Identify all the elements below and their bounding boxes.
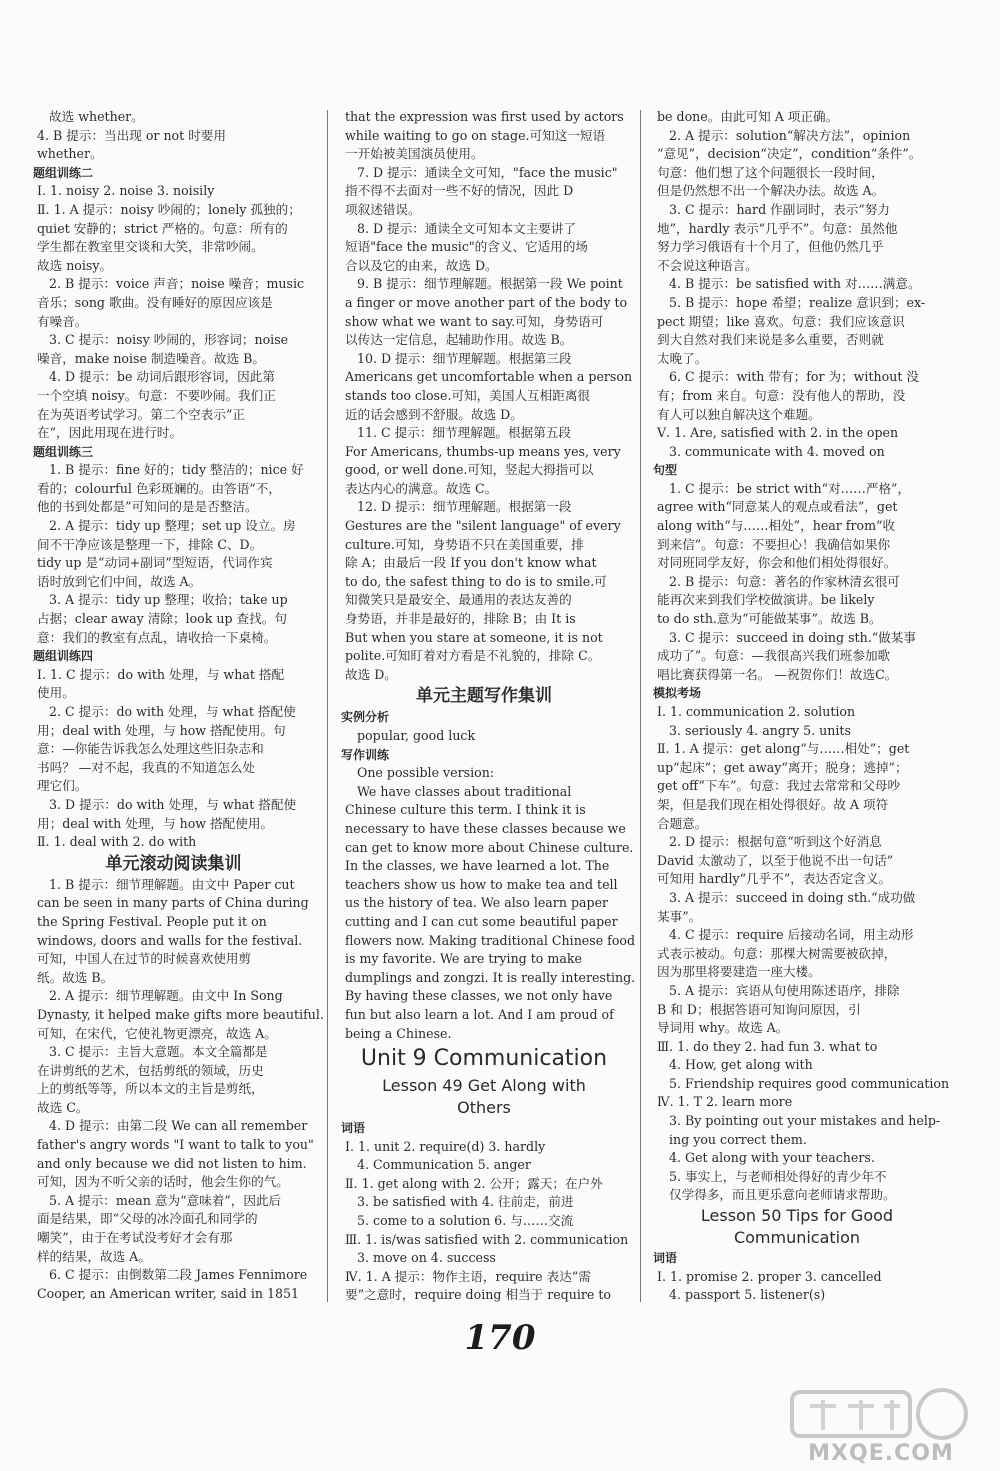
text-line: 能再次来到我们学校做演讲。be likely (657, 592, 875, 608)
text-line: 成功了”。句意：—我很高兴我们班参加歌 (657, 648, 891, 664)
text-line: Ⅱ. 1. deal with 2. do with (37, 834, 197, 850)
text-line: 某事”。 (657, 908, 702, 924)
text-line: 导词用 why。故选 A。 (657, 1020, 789, 1036)
text-line: 2. A 提示：solution“解决方法”，opinion (669, 127, 911, 143)
text-line: 3. C 提示：hard 作副词时，表示“努力 (669, 201, 890, 217)
text-line: while waiting to go on stage.可知这一短语 (345, 127, 606, 143)
text-line: is my favorite. We are trying to make (345, 951, 582, 967)
text-line: 4. passport 5. listener(s) (669, 1287, 826, 1303)
section-heading: 单元滚动阅读集训 (105, 853, 242, 874)
text-line: 合以及它的由来，故选 D。 (345, 257, 498, 273)
text-line: 短语"face the music"的含义、它适用的场 (345, 239, 589, 255)
answer-seal-icon (786, 1384, 976, 1442)
text-line: Ⅱ. 1. A 提示：noisy 吵闹的；lonely 孤独的； (37, 201, 301, 217)
section-heading: 题组训练二 (33, 165, 94, 180)
text-line: 可知用 hardly“几乎不”，表达否定含义。 (657, 871, 892, 887)
text-line: 2. A 提示：tidy up 整理；set up 设立。房 (49, 518, 296, 534)
text-line: 5. A 提示：宾语从句使用陈述语序，排除 (669, 982, 900, 998)
section-heading: 词语 (653, 1251, 678, 1266)
text-line: 3. communicate with 4. moved on (669, 443, 885, 459)
text-line: tidy up 是“动词+副词”型短语，代词作宾 (37, 555, 273, 571)
text-line: 语时放到它们中间，故选 A。 (37, 573, 202, 589)
text-line: flowers now. Making traditional Chinese food (345, 932, 636, 948)
text-line: 4. How, get along with (669, 1057, 813, 1073)
text-line: 故选 C。 (37, 1099, 89, 1115)
text-line: that the expression was first used by actors (345, 109, 624, 124)
text-line: 可知，中国人在过节的时候喜欢使用剪 (37, 951, 252, 967)
text-line: 2. D 提示：根据句意“听到这个好消息 (669, 834, 882, 850)
text-line: 4. Communication 5. anger (357, 1157, 531, 1173)
text-line: 唱比赛获得第一名。 —祝贺你们！故选C。 (657, 666, 898, 682)
text-line: be done。由此可知 A 项正确。 (657, 109, 839, 124)
text-line: 3. C 提示：noisy 吵闹的，形容词；noise (49, 332, 289, 348)
text-line: 3. A 提示：succeed in doing sth.“成功做 (669, 889, 916, 905)
text-line: 近的话会感到不舒服。故选 D。 (345, 406, 523, 422)
text-line: 意：我们的教室有点乱，请收拾一下桌椅。 (37, 629, 277, 645)
text-line: Ⅳ. 1. T 2. learn more (657, 1094, 793, 1110)
text-line: quiet 安静的；strict 严格的。句意：所有的 (37, 220, 288, 236)
text-line: Dynasty, it helped make gifts more beautiful. (37, 1006, 324, 1022)
text-line: 占据；clear away 清除；look up 查找。句 (37, 611, 287, 627)
column-right (653, 108, 950, 1305)
text-line: whether。 (37, 146, 103, 162)
text-line: good, or well done.可知，竖起大拇指可以 (345, 462, 594, 478)
text-line: and only because we did not listen to him. (37, 1155, 307, 1171)
text-line: 句意：他们想了这个问题很长一段时间， (657, 164, 884, 180)
text-line: the Spring Festival. People put it on (37, 913, 267, 929)
text-line: stands too close.可知，美国人互相距离很 (345, 387, 591, 403)
text-line: 3. be satisfied with 4. 往前走，前进 (357, 1194, 574, 1210)
text-line: cutting and I can cut some beautiful paper (345, 913, 618, 929)
text-line: to do, the safest thing to do is to smile.可 (345, 573, 607, 589)
section-heading: 题组训练四 (33, 649, 94, 664)
column-left (33, 108, 324, 1303)
section-heading: Communication (733, 1228, 861, 1248)
text-line: 4. D 提示：be 动词后跟形容词，因此第 (49, 369, 275, 385)
text-line: 要”之意时，require doing 相当于 require to (345, 1287, 611, 1303)
text-line: 9. B 提示：细节理解题。根据第一段 We point (357, 276, 623, 292)
text-line: can be seen in many parts of China during (37, 895, 309, 911)
text-line: 3. D 提示：do with 处理，与 what 搭配使 (49, 796, 297, 812)
text-line: windows, doors and walls for the festival. (37, 932, 303, 948)
column-divider (327, 110, 328, 1302)
text-line: 在为英语考试学习。第二个空表示“正 (37, 406, 245, 422)
section-heading: 词语 (341, 1121, 366, 1136)
text-line: pect 期望；like 喜欢。句意：我们应该意识 (657, 313, 905, 329)
text-line: 合题意。 (657, 815, 708, 831)
text-line: 故选 whether。 (49, 109, 144, 124)
text-line: Ⅲ. 1. do they 2. had fun 3. what to (657, 1038, 878, 1054)
text-line: dumplings and zongzi. It is really interesting. (345, 969, 636, 985)
text-line: 上的剪纸等等，所以本文的主旨是剪纸， (37, 1081, 264, 1097)
text-line: By having these classes, we not only have (345, 988, 613, 1004)
text-line: culture.可知，身势语不只在美国重要，排 (345, 536, 584, 552)
text-line: 指不得不去面对一些不好的情况，因此 D (345, 183, 574, 199)
section-heading: Lesson 49 Get Along with (382, 1076, 586, 1096)
text-line: Ⅴ. 1. Are, satisfied with 2. in the open (657, 425, 899, 441)
text-line: 7. D 提示：通读全文可知，"face the music" (357, 164, 618, 180)
text-line: 间不干净应该是整理一下，排除 C、D。 (37, 536, 263, 552)
text-line: 12. D 提示：细节理解题。根据第一段 (357, 499, 572, 515)
text-line: 面是结果，即“父母的冰冷面孔和同学的 (37, 1211, 258, 1227)
text-line: us the history of tea. We also learn paper (345, 895, 609, 911)
text-line: 10. D 提示：细节理解题。根据第三段 (357, 350, 572, 366)
text-line: 不会说这种语言。 (657, 257, 758, 273)
text-line: 但是仍然想不出一个解决办法。故选 A。 (657, 183, 885, 199)
text-line: 3. A 提示：tidy up 整理；收拾；take up (49, 592, 288, 608)
text-line: being a Chinese. (345, 1025, 452, 1041)
text-line: 1. B 提示：fine 好的；tidy 整洁的；nice 好 (49, 462, 304, 478)
text-line: 样的结果，故选 A。 (37, 1248, 151, 1264)
text-line: get off“下车”。句意：我过去常常和父母吵 (657, 778, 901, 794)
text-line: 太晚了。 (657, 350, 708, 366)
text-line: Ⅱ. 1. get along with 2. 公开；露天；在户外 (345, 1175, 603, 1191)
text-line: to do sth.意为“可能做某事”。故选 B。 (657, 611, 882, 627)
text-line: 可知，因为不听父亲的话时，他会生你的气。 (37, 1174, 289, 1190)
text-line: 5. A 提示：mean 意为“意味着”，因此后 (49, 1192, 282, 1208)
text-line: 5. 事实上，与老师相处得好的青少年不 (669, 1168, 887, 1184)
text-line: 一个空填 noisy。句意：不要吵闹。我们正 (37, 387, 276, 403)
section-heading: Others (457, 1098, 511, 1118)
text-line: 5. Friendship requires good communication (669, 1075, 950, 1091)
section-heading: Lesson 50 Tips for Good (700, 1206, 894, 1226)
text-line: 3. By pointing out your mistakes and help- (669, 1113, 941, 1129)
text-line: up“起床”；get away“离开；脱身；逃掉”； (657, 759, 908, 775)
text-line: agree with“同意某人的观点或看法”，get (657, 499, 898, 515)
text-line: ing you correct them. (669, 1131, 807, 1147)
text-line: 5. B 提示：hope 希望；realize 意识到；ex- (669, 294, 926, 310)
text-line: 有噪音。 (37, 313, 88, 329)
text-line: popular, good luck (357, 728, 476, 743)
text-line: father's angry words "I want to talk to you" (37, 1137, 314, 1153)
text-line: teachers show us how to make tea and tell (345, 876, 618, 892)
text-line: Ⅰ. 1. C 提示：do with 处理，与 what 搭配 (37, 666, 285, 682)
section-heading: 写作训练 (341, 747, 390, 762)
text-line: 2. B 提示：voice 声音；noise 噪音；music (49, 276, 305, 292)
text-line: Chinese culture this term. I think it is (345, 802, 586, 818)
text-line: Ⅰ. 1. promise 2. proper 3. cancelled (657, 1268, 882, 1284)
text-line: 2. C 提示：do with 处理，与 what 搭配使 (49, 704, 296, 719)
text-line: 努力学习俄语有十个月了，但他仍然几乎 (657, 239, 884, 255)
text-line: 5. come to a solution 6. 与……交流 (357, 1213, 574, 1229)
text-line: 3. move on 4. success (357, 1250, 496, 1266)
text-line: 对同班同学友好，你会和他们相处得很好。 (657, 555, 897, 571)
text-line: 2. B 提示：句意：著名的作家林清玄很可 (669, 573, 900, 589)
text-line: 嘲笑”，由于在考试没考好才会有那 (37, 1230, 233, 1246)
text-line: along with“与……相处”，hear from“收 (657, 518, 896, 534)
text-line: 在”，因此用现在进行时。 (37, 425, 182, 441)
text-line: 一开始被美国演员使用。 (345, 146, 484, 162)
text-line: 可知，在宋代，它使礼物更漂亮，故选 A。 (37, 1025, 277, 1041)
text-line: 1. B 提示：细节理解题。由文中 Paper cut (49, 876, 295, 892)
text-line: a finger or move another part of the body to (345, 294, 628, 310)
text-line: 到来信”。句意：不要担心！我确信如果你 (657, 536, 891, 552)
section-heading: 单元主题写作集训 (416, 686, 552, 707)
text-line: 仅学得多，而且更乐意向老师请求帮助。 (669, 1187, 896, 1203)
text-line: 用；deal with 处理，与 how 搭配使用。 (37, 815, 274, 831)
text-line: 地”，hardly 表示“几乎不”。句意：虽然他 (657, 220, 898, 236)
text-line: Ⅰ. 1. unit 2. require(d) 3. hardly (345, 1138, 546, 1154)
section-heading: 模拟考场 (653, 686, 702, 701)
text-line: Ⅰ. 1. communication 2. solution (657, 704, 856, 719)
text-line: 在讲剪纸的艺术，包括剪纸的领域，历史 (37, 1062, 264, 1078)
text-line: Gestures are the "silent language" of every (345, 518, 621, 534)
text-line: 表达内心的满意。故选 C。 (345, 480, 498, 496)
page-number: 170 (464, 1318, 536, 1358)
text-line: 4. B 提示：be satisfied with 对……满意。 (669, 276, 921, 292)
text-line: 身势语，并非是最好的，排除 B；由 It is (345, 611, 576, 627)
section-heading: Unit 9 Communication (360, 1046, 608, 1072)
text-line: 架，但是我们现在相处得很好。故 A 项符 (657, 796, 889, 812)
text-line: 知微笑只是最安全、最通用的表达友善的 (345, 592, 572, 608)
text-line: 他的书到处都是”可知问的是是否整洁。 (37, 499, 258, 515)
text-line: 使用。 (37, 685, 75, 701)
watermark-text: MXQE.COM (808, 1441, 954, 1466)
text-line: 意：—你能告诉我怎么处理这些旧杂志和 (37, 741, 264, 757)
watermark (786, 1384, 976, 1466)
text-line: In the classes, we have learned a lot. The (345, 858, 610, 874)
text-line: 1. C 提示：be strict with“对……严格”， (669, 480, 911, 496)
column-divider (640, 110, 641, 1302)
text-line: Ⅳ. 1. A 提示：物作主语，require 表达“需 (345, 1268, 591, 1284)
text-line: can get to know more about Chinese culture. (345, 839, 634, 855)
text-line: Ⅰ. 1. noisy 2. noise 3. noisily (37, 183, 215, 199)
text-line: show what we want to say.可知，身势语可 (345, 313, 604, 329)
text-line: 3. C 提示：succeed in doing sth.“做某事 (669, 629, 916, 645)
text-line: Ⅲ. 1. is/was satisfied with 2. communication (345, 1231, 629, 1247)
text-line: 6. C 提示：由倒数第二段 James Fennimore (49, 1267, 308, 1283)
column-middle (341, 108, 636, 1305)
text-line: 项叙述错误。 (345, 201, 421, 217)
text-line: 音乐；song 歌曲。没有睡好的原因应该是 (37, 294, 273, 310)
text-line: Ⅱ. 1. A 提示：get along“与……相处”；get (657, 741, 910, 757)
section-heading: 实例分析 (341, 710, 390, 725)
text-line: For Americans, thumbs-up means yes, very (345, 443, 621, 459)
text-line: 8. D 提示：通读全文可知本文主要讲了 (357, 220, 577, 236)
text-line: 故选 D。 (345, 666, 397, 682)
text-line: 纸。故选 B。 (37, 969, 114, 985)
text-line: 噪音，make noise 制造噪音。故选 B。 (37, 350, 265, 366)
text-line: One possible version: (357, 765, 495, 781)
text-line: 除 A；由最后一段 If you don't know what (345, 555, 597, 571)
text-line: But when you stare at someone, it is not (345, 629, 603, 645)
text-line: 到大自然对我们来说是多么重要，否则就 (657, 332, 884, 348)
text-line: polite.可知盯着对方看是不礼貌的，排除 C。 (345, 648, 601, 664)
text-line: 理它们。 (37, 778, 88, 794)
text-line: 4. C 提示：require 后接动名词，用主动形 (669, 927, 914, 943)
text-line: fun but also learn a lot. And I am proud of (345, 1006, 614, 1022)
text-line: Cooper, an American writer, said in 1851 (37, 1285, 300, 1301)
text-line: 式表示被动。句意：那棵大树需要被砍掉， (657, 945, 897, 961)
text-line: 以传达一定信息，起辅助作用。故选 B。 (345, 332, 573, 348)
text-line: “意见”，decision“决定”，condition“条件”。 (657, 146, 922, 162)
text-line: 3. C 提示：主旨大意题。本文全篇都是 (49, 1044, 268, 1060)
text-line: David 太激动了，以至于他说不出一句话” (657, 852, 894, 868)
text-line: B 和 D；根据答语可知询问原因，引 (657, 1001, 861, 1017)
text-line: Americans get uncomfortable when a person (345, 369, 633, 385)
section-heading: 题组训练三 (33, 444, 94, 459)
text-line: 看的；colourful 色彩斑斓的。由答语“不， (37, 480, 281, 496)
text-line: 6. C 提示：with 带有；for 为；without 没 (669, 369, 919, 385)
text-line: 故选 noisy。 (37, 257, 113, 273)
text-line: We have classes about traditional (357, 783, 572, 799)
text-line: necessary to have these classes because we (345, 820, 626, 836)
text-line: 11. C 提示：细节理解题。根据第五段 (357, 425, 571, 441)
text-line: 4. B 提示：当出现 or not 时要用 (37, 127, 226, 143)
text-line: 因为那里将要建造一座大楼。 (657, 964, 821, 980)
text-line: 3. seriously 4. angry 5. units (669, 722, 851, 738)
text-line: 有人可以独自解决这个难题。 (657, 406, 821, 422)
text-line: 书吗？ —对不起，我真的不知道怎么处 (37, 759, 256, 775)
text-line: 用；deal with 处理，与 how 搭配使用。句 (37, 722, 286, 738)
text-line: 4. Get along with your teachers. (669, 1150, 875, 1166)
text-line: 学生都在教室里交谈和大笑，非常吵闹。 (37, 239, 264, 255)
text-line: 2. A 提示：细节理解题。由文中 In Song (49, 988, 283, 1004)
section-heading: 句型 (653, 463, 678, 478)
text-line: 4. D 提示：由第二段 We can all remember (49, 1118, 308, 1134)
text-line: 有；from 来自。句意：没有他人的帮助，没 (657, 387, 906, 403)
